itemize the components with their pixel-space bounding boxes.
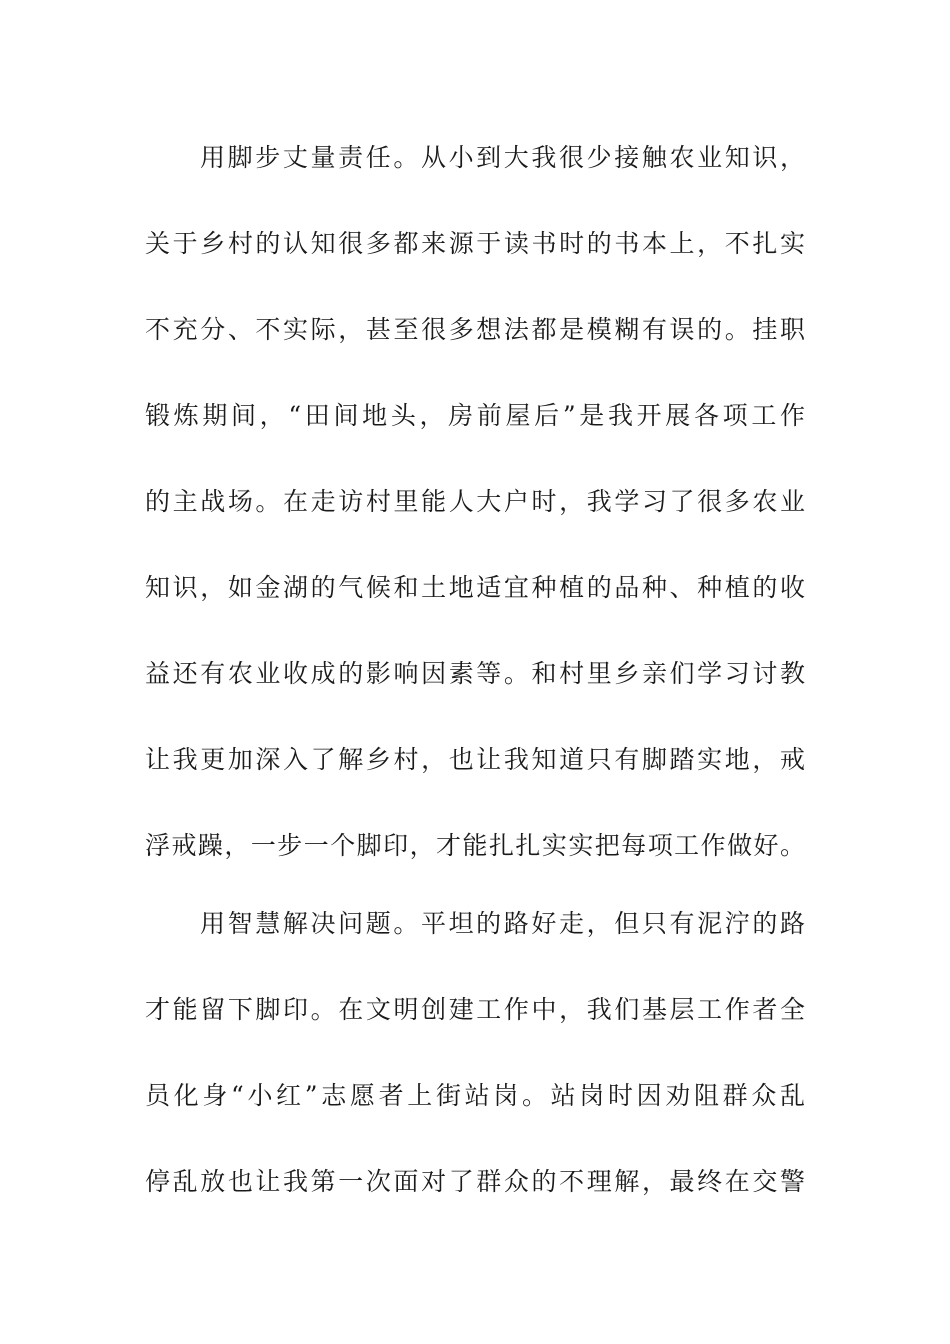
paragraph-2-line-2: 才能留下脚印。在文明创建工作中，我们基层工作者全 [145,995,805,1024]
paragraph-1-line-6: 知识，如金湖的气候和土地适宜种植的品种、种植的收 [145,573,805,602]
paragraph-1-line-1: 用脚步丈量责任。从小到大我很少接触农业知识， [200,143,805,172]
paragraph-1-line-5: 的主战场。在走访村里能人大户时，我学习了很多农业 [145,487,805,516]
paragraph-1-line-3: 不充分、不实际，甚至很多想法都是模糊有误的。挂职 [145,315,805,344]
paragraph-1-line-8: 让我更加深入了解乡村，也让我知道只有脚踏实地，戒 [145,745,805,774]
paragraph-1-line-2: 关于乡村的认知很多都来源于读书时的书本上，不扎实 [145,229,805,258]
paragraph-1-line-9: 浮戒躁，一步一个脚印，才能扎扎实实把每项工作做好。 [145,831,805,860]
paragraph-2-line-3: 员化身“小红”志愿者上街站岗。站岗时因劝阻群众乱 [145,1081,805,1110]
paragraph-1-line-7: 益还有农业收成的影响因素等。和村里乡亲们学习讨教 [145,659,805,688]
paragraph-2-line-1: 用智慧解决问题。平坦的路好走，但只有泥泞的路 [200,909,805,938]
paragraph-1-line-4: 锻炼期间，“田间地头，房前屋后”是我开展各项工作 [145,401,805,430]
paragraph-2-line-4: 停乱放也让我第一次面对了群众的不理解，最终在交警 [145,1167,805,1196]
